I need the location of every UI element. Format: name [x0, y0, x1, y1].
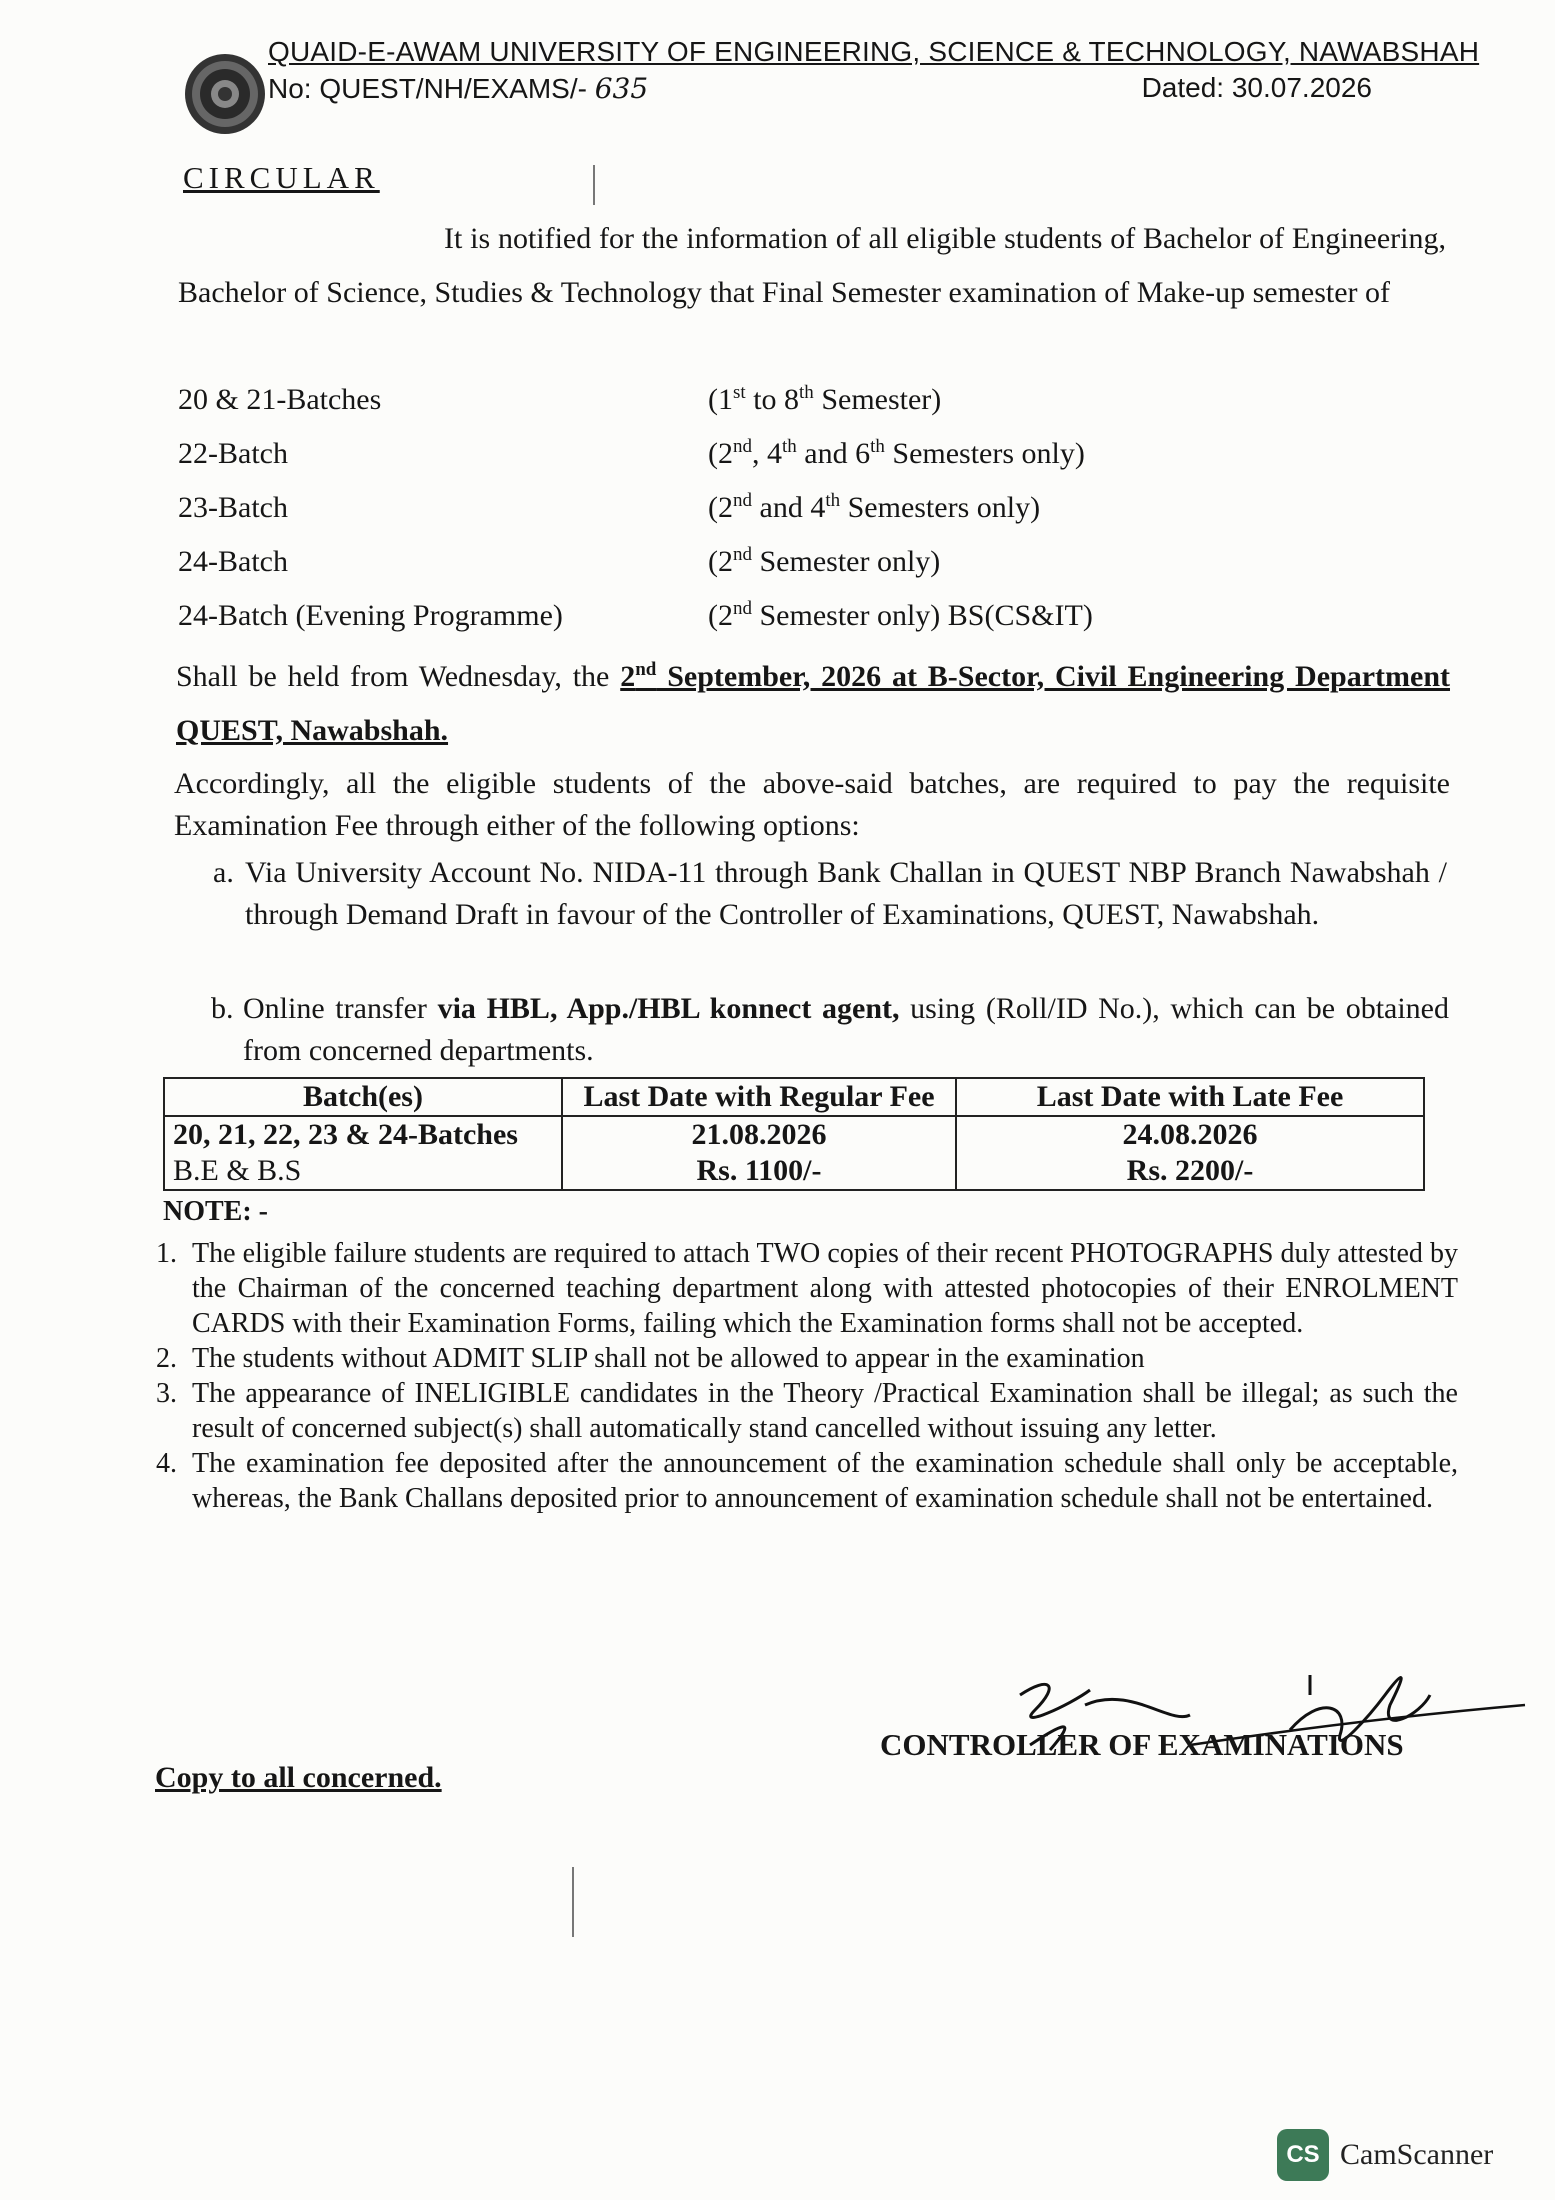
- batch-semesters: (2nd Semester only) BS(CS&IT): [708, 598, 1093, 632]
- note-item: 2. The students without ADMIT SLIP shall not be allowed to appear in the examination: [156, 1343, 1145, 1374]
- fee-schedule-table: [163, 1077, 1425, 1191]
- exam-schedule-paragraph: [176, 650, 1450, 758]
- batch-semesters: (2nd and 4th Semesters only): [708, 490, 1041, 524]
- notes-list: [152, 1236, 1458, 1516]
- regular-fee-cell: 21.08.2026 Rs. 1100/-: [562, 1116, 956, 1190]
- reference-number: [268, 72, 648, 105]
- payment-option-b: [211, 988, 1449, 1072]
- table-row: [164, 1116, 1424, 1190]
- batch-name: 20 & 21-Batches: [178, 383, 382, 416]
- batch-name: 23-Batch: [178, 491, 288, 524]
- batch-name: 24-Batch: [178, 545, 288, 578]
- intro-paragraph: [178, 212, 1446, 320]
- option-label: a.: [213, 856, 234, 889]
- batch-row: [178, 490, 1041, 525]
- batch-row: [178, 544, 941, 579]
- batch-semesters: (1st to 8th Semester): [708, 382, 942, 416]
- reference-label: No: QUEST/NH/EXAMS/-: [268, 73, 587, 104]
- university-name: QUAID-E-AWAM UNIVERSITY OF ENGINEERING, SCIENCE & TECHNOLOGY, NAWABSHAH: [268, 36, 1480, 67]
- intro-text: It is notified for the information of all eligible students of Bachelor of Engineering, Bachelor of Science, Studies & Technology that Final Semester examination of Make-up semester of: [178, 222, 1446, 309]
- payment-option-a: [213, 852, 1447, 936]
- signatory-title: CONTROLLER OF EXAMINATIONS: [880, 1727, 1404, 1762]
- note-item: 3. The appearance of INELIGIBLE candidates in the Theory /Practical Examination shall be illegal; as such the result of concerned subject(s) shall automatically stand cancelled without issuing any letter.: [156, 1378, 1458, 1444]
- table-header-row: [164, 1078, 1424, 1116]
- column-header: Last Date with Late Fee: [956, 1078, 1424, 1116]
- note-item: 1. The eligible failure students are required to attach TWO copies of their recent PHOTOGRAPHS duly attested by the Chairman of the concerned teaching department along with attested photocopies of their ENROLMENT CARDS with their Examination Forms, failing which the Examination forms shall not be accepted.: [156, 1238, 1458, 1339]
- batch-semesters: (2nd Semester only): [708, 544, 941, 578]
- option-text: Via University Account No. NIDA-11 through Bank Challan in QUEST NBP Branch Nawabshah / through Demand Draft in favour of the Controller of Examinations, QUEST, Nawabshah.: [245, 856, 1447, 931]
- column-header: Last Date with Regular Fee: [562, 1078, 956, 1116]
- scan-mark: [593, 165, 595, 205]
- circular-title: CIRCULAR: [183, 160, 380, 195]
- batch-name: 24-Batch (Evening Programme): [178, 599, 563, 632]
- schedule-date-venue: 2nd September, 2026 at B-Sector, Civil Engineering Department QUEST, Nawabshah.: [176, 659, 1450, 747]
- batch-name: 22-Batch: [178, 437, 288, 470]
- late-fee-cell: 24.08.2026 Rs. 2200/-: [956, 1116, 1424, 1190]
- schedule-prefix: Shall be held from Wednesday, the: [176, 660, 621, 693]
- batch-semesters: (2nd, 4th and 6th Semesters only): [708, 436, 1085, 470]
- issue-date: Dated: 30.07.2026: [1141, 72, 1372, 103]
- option-text: Online transfer: [243, 992, 438, 1025]
- handwritten-ref-number: 635: [594, 72, 649, 105]
- scan-mark: [572, 1867, 574, 1937]
- option-label: b.: [211, 992, 234, 1025]
- batches-cell: 20, 21, 22, 23 & 24-Batches B.E & B.S: [164, 1116, 562, 1190]
- university-seal-icon: [183, 52, 267, 136]
- camscanner-watermark: CamScanner: [1340, 2138, 1494, 2171]
- batch-row: [178, 382, 942, 417]
- column-header: Batch(es): [164, 1078, 562, 1116]
- copy-to-line: Copy to all concerned.: [155, 1761, 442, 1794]
- option-bold-text: via HBL, App./HBL konnect agent,: [437, 992, 900, 1025]
- note-heading: NOTE: -: [163, 1196, 268, 1227]
- camscanner-logo-icon: CS: [1277, 2129, 1329, 2181]
- option-text: using (Roll/ID No.), which can be obtained from concerned departments.: [243, 992, 1449, 1067]
- batch-row: [178, 598, 1093, 633]
- batch-row: [178, 436, 1085, 471]
- note-item: 4. The examination fee deposited after the announcement of the examination schedule shall only be acceptable, whereas, the Bank Challans deposited prior to announcement of examination schedule shall not be entertained.: [156, 1448, 1458, 1514]
- fee-instructions-paragraph: Accordingly, all the eligible students of the above-said batches, are required to pay the requisite Examination Fee through either of the following options:: [174, 767, 1450, 842]
